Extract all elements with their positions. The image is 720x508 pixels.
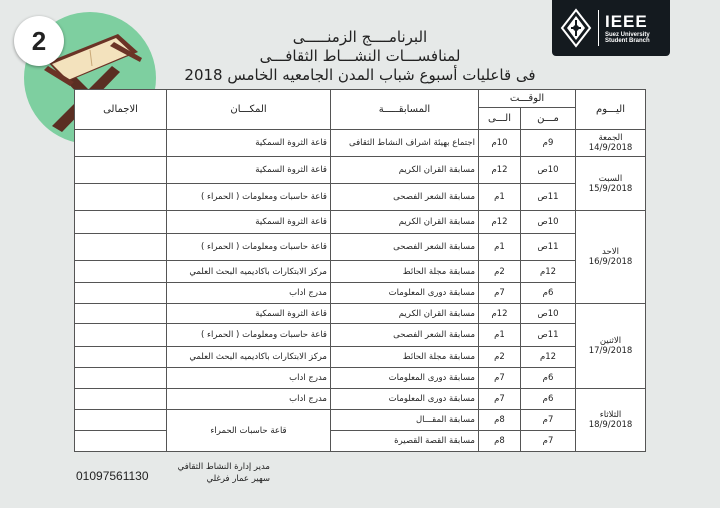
signature-title: مدير إدارة النشاط الثقافي <box>177 462 270 472</box>
place-cell: قاعة الثروة السمكية <box>167 304 331 324</box>
table-row <box>75 234 646 261</box>
day-date: 18/9/2018 <box>588 420 633 430</box>
day-name: الاثنين <box>599 336 622 346</box>
schedule-body <box>75 130 646 452</box>
page-title <box>170 28 550 85</box>
time-from-cell: 12م <box>521 261 576 283</box>
time-from-cell: 9م <box>521 130 576 157</box>
place-cell: مركز الابتكارات باكاديميه البحث العلمي <box>167 261 331 283</box>
table-row <box>75 410 646 431</box>
ieee-sub-university: Suez University <box>605 31 650 38</box>
day-cell <box>576 211 646 304</box>
time-from-cell: 10ص <box>521 211 576 234</box>
table-row <box>75 368 646 389</box>
time-to-cell: 10م <box>479 130 521 157</box>
title-line-1: البرنامــــج الزمنـــــى <box>292 28 428 46</box>
table-row <box>75 324 646 347</box>
ieee-sub-branch: Student Branch <box>605 37 650 44</box>
total-cell <box>75 389 167 410</box>
competition-cell: مسابقة مجلة الحائط <box>331 261 479 283</box>
time-from-cell: 6م <box>521 389 576 410</box>
day-date: 14/9/2018 <box>588 143 633 153</box>
header-place: المكـــان <box>167 90 331 130</box>
time-from-cell: 6م <box>521 283 576 304</box>
time-from-cell: 11ص <box>521 234 576 261</box>
signature-block <box>150 461 270 485</box>
header-time: الوقـــت <box>479 90 576 108</box>
place-cell: مدرج اداب <box>167 389 331 410</box>
day-date: 17/9/2018 <box>588 346 633 356</box>
total-cell <box>75 347 167 368</box>
time-to-cell: 2م <box>479 347 521 368</box>
total-cell <box>75 431 167 452</box>
ieee-logo <box>552 0 670 56</box>
time-to-cell: 1م <box>479 184 521 211</box>
header-day: اليـــوم <box>576 90 646 130</box>
header-total: الاجمالى <box>75 90 167 130</box>
ieee-word: IEEE <box>605 11 648 31</box>
schedule-table-wrapper <box>74 89 645 452</box>
competition-cell: مسابقة دورى المعلومات <box>331 283 479 304</box>
place-cell: قاعة حاسبات الحمراء <box>167 410 331 452</box>
time-from-cell: 11ص <box>521 184 576 211</box>
place-cell: مدرج اداب <box>167 368 331 389</box>
competition-cell: مسابقة المقـــال <box>331 410 479 431</box>
table-row <box>75 261 646 283</box>
competition-cell: مسابقة القصة القصيرة <box>331 431 479 452</box>
table-row <box>75 304 646 324</box>
day-name: الاحد <box>602 247 619 257</box>
competition-cell: مسابقة مجلة الحائط <box>331 347 479 368</box>
total-cell <box>75 368 167 389</box>
time-to-cell: 8م <box>479 431 521 452</box>
time-to-cell: 1م <box>479 324 521 347</box>
title-line-2: لمنافســـات النشـــاط الثقافـــى <box>259 47 461 65</box>
table-row <box>75 431 646 452</box>
day-date: 15/9/2018 <box>588 183 633 194</box>
day-cell <box>576 157 646 211</box>
ieee-emblem-icon <box>560 8 592 48</box>
day-cell <box>576 130 646 157</box>
competition-cell: مسابقة الشعر الفصحى <box>331 184 479 211</box>
time-to-cell: 1م <box>479 234 521 261</box>
header-to: الـــى <box>479 108 521 130</box>
place-cell: قاعة حاسبات ومعلومات ( الحمراء ) <box>167 234 331 261</box>
time-from-cell: 10ص <box>521 304 576 324</box>
place-cell: قاعة الثروة السمكية <box>167 211 331 234</box>
table-row <box>75 389 646 410</box>
time-to-cell: 12م <box>479 157 521 184</box>
total-cell <box>75 130 167 157</box>
competition-cell: مسابقة القران الكريم <box>331 304 479 324</box>
place-cell: قاعة حاسبات ومعلومات ( الحمراء ) <box>167 324 331 347</box>
time-from-cell: 6م <box>521 368 576 389</box>
table-row <box>75 130 646 157</box>
total-cell <box>75 324 167 347</box>
time-to-cell: 8م <box>479 410 521 431</box>
time-from-cell: 10ص <box>521 157 576 184</box>
day-name: الجمعة <box>598 133 623 143</box>
table-row <box>75 184 646 211</box>
competition-cell: مسابقة دورى المعلومات <box>331 368 479 389</box>
total-cell <box>75 283 167 304</box>
time-to-cell: 7م <box>479 389 521 410</box>
time-from-cell: 11ص <box>521 324 576 347</box>
day-cell <box>576 304 646 389</box>
place-cell: مدرج اداب <box>167 283 331 304</box>
page-number-badge: 2 <box>14 16 64 66</box>
table-row <box>75 347 646 368</box>
competition-cell: مسابقة القران الكريم <box>331 157 479 184</box>
place-cell: قاعة الثروة السمكية <box>167 130 331 157</box>
place-cell: قاعة الثروة السمكية <box>167 157 331 184</box>
total-cell <box>75 410 167 431</box>
day-cell <box>576 389 646 452</box>
place-cell: قاعة حاسبات ومعلومات ( الحمراء ) <box>167 184 331 211</box>
total-cell <box>75 234 167 261</box>
schedule-table <box>74 89 646 452</box>
total-cell <box>75 261 167 283</box>
time-from-cell: 7م <box>521 431 576 452</box>
header-competition: المسابقـــــة <box>331 90 479 130</box>
title-line-3: فى قاعليات أسبوع شباب المدن الجامعيه الخامس 2018 <box>184 66 536 84</box>
place-cell: مركز الابتكارات باكاديميه البحث العلمي <box>167 347 331 368</box>
day-name: الثلاثاء <box>599 410 622 420</box>
competition-cell: مسابقة دورى المعلومات <box>331 389 479 410</box>
time-to-cell: 7م <box>479 283 521 304</box>
table-row <box>75 211 646 234</box>
competition-cell: مسابقة الشعر الفصحى <box>331 324 479 347</box>
header-from: مـــن <box>521 108 576 130</box>
competition-cell: مسابقة القران الكريم <box>331 211 479 234</box>
signature-name: سهير عمار فرغلي <box>206 474 270 484</box>
total-cell <box>75 184 167 211</box>
ieee-wordmark <box>605 13 650 44</box>
competition-cell: اجتماع بهيئة اشراف النشاط الثقافى <box>331 130 479 157</box>
logo-separator <box>598 10 599 46</box>
competition-cell: مسابقة الشعر الفصحى <box>331 234 479 261</box>
table-row <box>75 283 646 304</box>
total-cell <box>75 157 167 184</box>
day-name: السبت <box>598 173 623 184</box>
time-to-cell: 12م <box>479 304 521 324</box>
time-from-cell: 7م <box>521 410 576 431</box>
phone-number: 01097561130 <box>76 469 149 483</box>
table-row <box>75 157 646 184</box>
time-from-cell: 12م <box>521 347 576 368</box>
time-to-cell: 12م <box>479 211 521 234</box>
total-cell <box>75 211 167 234</box>
time-to-cell: 7م <box>479 368 521 389</box>
time-to-cell: 2م <box>479 261 521 283</box>
day-date: 16/9/2018 <box>588 257 633 267</box>
total-cell <box>75 304 167 324</box>
